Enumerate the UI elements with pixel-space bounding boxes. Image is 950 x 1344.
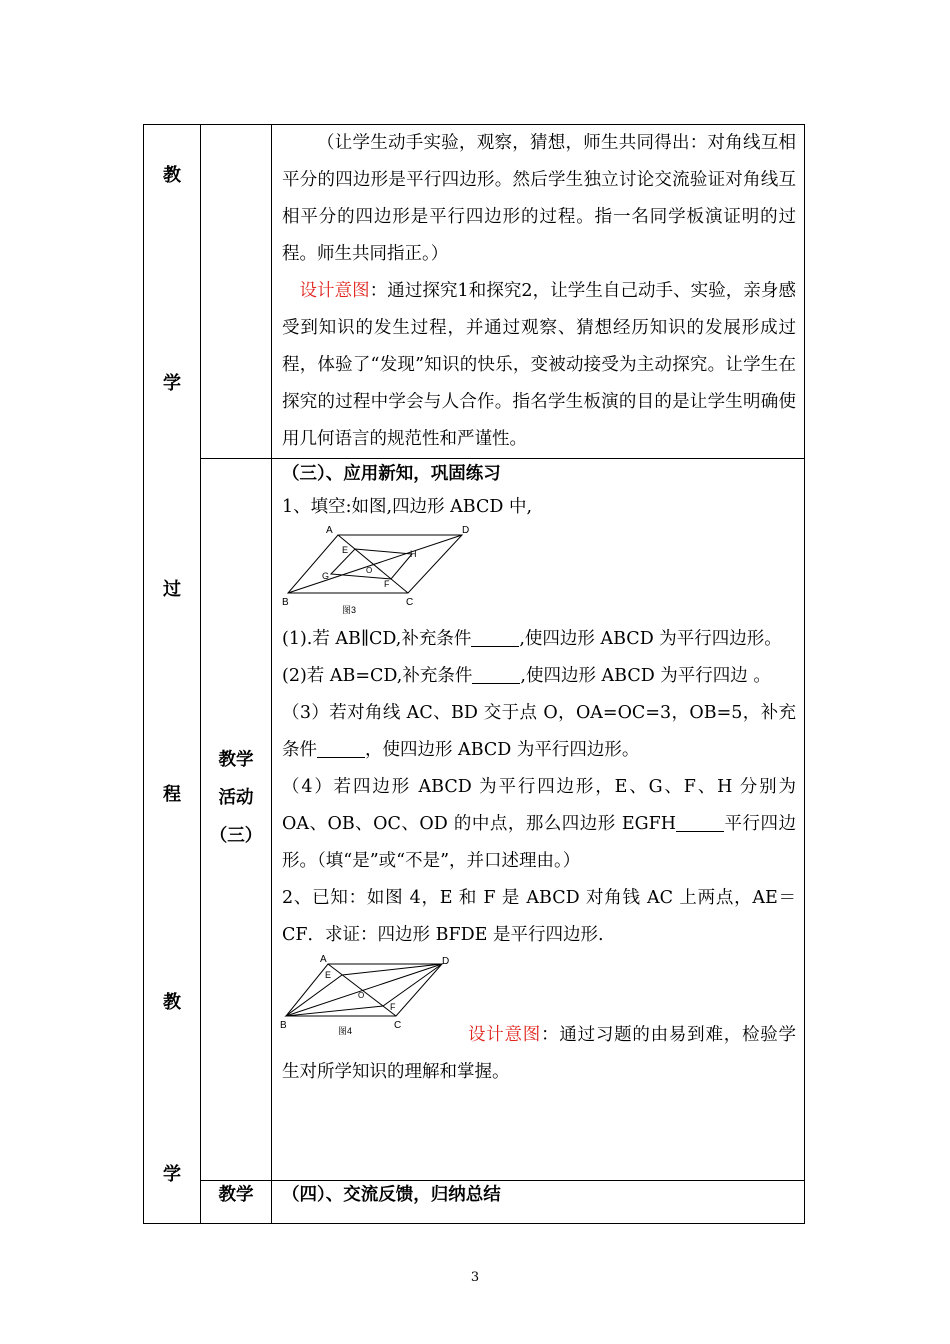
fig3-label-d: D [462,525,470,536]
fig3-label-g: G [322,571,330,581]
fig3-label-c: C [406,597,414,608]
question-1-1 [282,621,796,658]
fig4-label-b: B [280,1020,287,1031]
question-2: 2、已知：如图 4，E 和 F 是 ABCD 对角钱 AC 上两点，AE＝CF．求证：四边形 BFDE 是平行四边形. [282,888,796,945]
activity-label-line: 教学 [218,750,254,770]
side-char: 学 [163,1164,181,1185]
parallelogram-figure-3 [282,525,482,621]
activity-3-label-cell [201,459,272,1181]
activity-label-line: （三） [209,826,263,846]
figure-3 [282,525,796,621]
fig4-label-c: C [394,1020,402,1031]
answer-blank [471,629,519,648]
design-label: 设计意图 [468,1025,542,1045]
intro-paragraph: （让学生动手实验，观察，猜想，师生共同得出：对角线互相平分的四边形是平行四边形。然后学生独立讨论交流验证对角线互相平分的四边形是平行四边形的过程。指一名同学板演证明的过程。师生共同指正。） [282,133,796,264]
activity-label-line: 活动 [218,788,254,808]
section-4-label-cell [201,1181,272,1224]
intro-cell [272,125,805,459]
q1-1-before: (1).若 AB∥CD,补充条件 [282,629,472,649]
fig4-label-a: A [320,954,327,965]
side-char: 教 [163,992,181,1013]
teaching-process-label [144,125,201,1224]
fig3-label-b: B [282,597,289,608]
exercise-cell [272,459,805,1181]
empty-label-cell [201,125,272,459]
fig3-label-o: O [366,566,373,575]
answer-blank [676,814,724,833]
figure-4-row [280,954,797,1082]
fig4-label-f: F [390,1002,396,1012]
q1-4-after: 平行四边形。（填“是”或“不是”，并口述理由。） [282,814,796,871]
q1-1-after: ,使四边形 ABCD 为平行四边形。 [519,629,782,649]
design-intent-2 [282,1017,796,1091]
question-1-3 [282,695,796,769]
fig3-label-e: E [342,545,349,555]
section-heading: （三）、应用新知，巩固练习 [282,464,501,484]
question-1-4 [282,769,796,880]
fig4-label-o: O [358,991,365,1000]
side-char: 过 [163,579,181,600]
design-label: 设计意图 [299,281,370,301]
answer-blank [317,740,365,759]
question-1-2 [282,658,796,695]
design-text: ：通过习题的由易到难，检验学生对所学知识的理解和掌握。 [282,1025,797,1082]
q1-3-before: （3）若对角线 AC、BD 交于点 O，OA=OC=3，OB=5，补充条件 [282,703,796,760]
question-1-intro: 1、填空:如图,四边形 ABCD 中, [282,497,533,517]
lesson-table [143,124,805,1224]
design-text: ：通过探究1和探究2，让学生自己动手、实验，亲身感受到知识的发生过程，并通过观察、猜想经历知识的发展形成过程，体验了“发现”知识的快乐，变被动接受为主动探究。让学生在探究的过程中学会与人合作。指名学生板演的目的是让学生明确使用几何语言的规范性和严谨性。 [282,281,796,449]
design-intent-1 [282,273,796,458]
page-number: 3 [470,1270,480,1285]
fig3-label-f: F [384,579,390,589]
fig4-label-d: D [442,956,450,967]
section-heading: （四）、交流反馈，归纳总结 [282,1185,501,1205]
fig3-label-a: A [326,525,333,536]
q1-3-after: ，使四边形 ABCD 为平行四边形。 [365,740,640,760]
q1-2-before: (2)若 AB=CD,补充条件 [282,666,473,686]
fig4-label-e: E [325,970,332,980]
fig4-caption: 图4 [338,1026,353,1036]
side-char: 教 [163,165,181,186]
fig3-caption: 图3 [342,605,357,615]
answer-blank [472,666,520,685]
q1-2-after: ,使四边形 ABCD 为平行四边 。 [520,666,771,686]
fig3-label-h: H [410,549,417,559]
section-4-label: 教学 [218,1185,254,1205]
side-char: 程 [163,784,181,805]
q1-4-before: （4）若四边形 ABCD 为平行四边形，E、G、F、H 分别为 OA、OB、OC、OD 的中点，那么四边形 EGFH [282,777,796,834]
side-char: 学 [163,373,181,394]
summary-cell [272,1181,805,1224]
